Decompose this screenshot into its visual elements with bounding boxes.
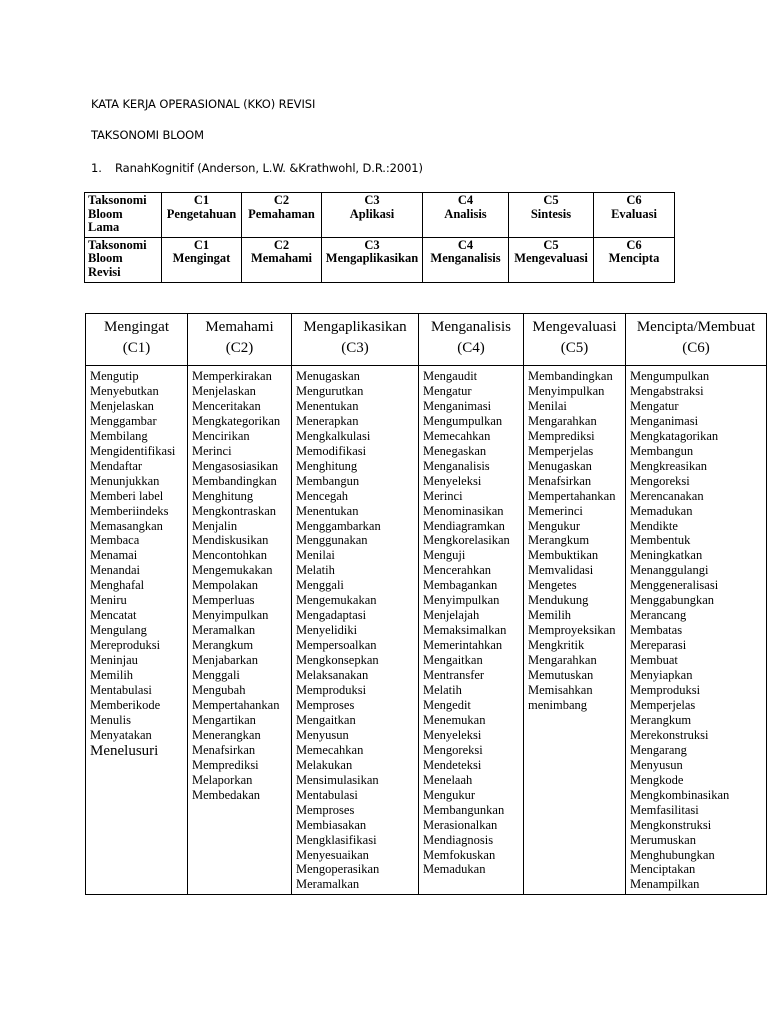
verb-item: Menggambar (90, 413, 157, 428)
verb-item: Mengidentifikasi (90, 443, 176, 458)
operational-verbs-table (85, 313, 767, 895)
taxonomy-cell (423, 237, 509, 282)
verb-item: Mendaftar (90, 458, 143, 473)
verb-item: Mengkategorikan (192, 413, 281, 428)
verb-item: Menjelaskan (90, 398, 154, 413)
verb-item: Mengartikan (192, 712, 256, 727)
taxonomy-cell (162, 193, 242, 238)
verb-item: Menominasikan (423, 503, 504, 518)
verb-item: Mengatur (630, 398, 679, 413)
column-header (419, 314, 524, 366)
verb-item: Memproses (296, 802, 355, 817)
verb-item: Mengklasifikasi (296, 832, 377, 847)
taxonomy-cell (509, 237, 594, 282)
taxonomy-cell (594, 237, 675, 282)
verb-item: Merangkum (192, 638, 254, 653)
verb-item: Membandingkan (192, 473, 277, 488)
verb-item: Mengkorelasikan (423, 533, 510, 548)
verb-item: Menganalisis (423, 458, 490, 473)
column-code: (C4) (457, 340, 485, 356)
verb-item: Menemukan (423, 712, 486, 727)
level-name: Analisis (444, 206, 487, 221)
verb-item: Mengedit (423, 697, 471, 712)
verb-item: Membedakan (192, 787, 261, 802)
verb-list (292, 366, 419, 895)
column-code: (C3) (341, 340, 369, 356)
verb-item: Memperjelas (528, 443, 594, 458)
section-text: RanahKognitif (Anderson, L.W. &Krathwohl, D.R.:2001) (115, 161, 423, 175)
level-code: C6 (626, 193, 642, 207)
verb-item: Memerinci (528, 503, 583, 518)
verb-item: Menjelajah (423, 608, 480, 623)
verb-item: Memodifikasi (296, 443, 367, 458)
verb-item: Menegaskan (423, 443, 487, 458)
verb-item: Mendukung (528, 593, 589, 608)
verb-item: Mendiagnosis (423, 832, 494, 847)
level-code: C1 (193, 193, 210, 207)
level-code: C5 (543, 193, 559, 207)
row-label-line: Bloom (88, 206, 123, 221)
verb-item: Menganimasi (423, 398, 492, 413)
verb-item: Melatih (296, 563, 335, 578)
verb-item: Memisahkan (528, 683, 593, 698)
verb-item: Menilai (528, 398, 567, 413)
taxonomy-cell (423, 193, 509, 238)
verb-item: Menggabungkan (630, 593, 715, 608)
verb-item: Mendiskusikan (192, 533, 269, 548)
verb-item: Mempertahankan (192, 697, 280, 712)
verb-item: Mengukur (423, 787, 476, 802)
verb-item: Memberi label (90, 488, 164, 503)
column-code: (C6) (682, 340, 710, 356)
verb-item: Memvalidasi (528, 563, 594, 578)
verb-item: Mengkatagorikan (630, 428, 719, 443)
verb-list (86, 366, 188, 895)
row-label-line: Taksonomi (88, 193, 147, 207)
verb-item: Memberikode (90, 697, 161, 712)
verb-item: Mengaitkan (296, 712, 356, 727)
verb-item: Mengkombinasikan (630, 787, 730, 802)
verb-item: Mengasosiasikan (192, 458, 279, 473)
level-code: C2 (273, 237, 290, 252)
verb-item: Memproyeksikan (528, 623, 616, 638)
verb-item: Menafsirkan (528, 473, 592, 488)
section-heading (91, 161, 423, 175)
verb-list (419, 366, 524, 895)
level-code: C3 (364, 237, 380, 252)
verb-item: Memfokuskan (423, 847, 496, 862)
verb-item: Menampilkan (630, 877, 700, 892)
verb-item: Menyimpulkan (192, 608, 269, 623)
verb-item: Mempertahankan (528, 488, 616, 503)
verb-item: Memberiindeks (90, 503, 169, 518)
level-name: Mengaplikasikan (325, 251, 419, 265)
verb-item: Menceritakan (192, 398, 261, 413)
verb-item: Merumuskan (630, 832, 696, 847)
verb-item: Melaporkan (192, 772, 253, 787)
verb-item: Menerapkan (296, 413, 359, 428)
verb-item: Menyusun (296, 727, 349, 742)
verb-item: Memprediksi (528, 428, 595, 443)
verb-item: Menandai (90, 563, 140, 578)
verb-item: Menyimpulkan (528, 383, 605, 398)
verb-item: Menugaskan (528, 458, 592, 473)
verb-item: Mencirikan (192, 428, 250, 443)
taxonomy-cell (509, 193, 594, 238)
level-code: C2 (273, 193, 290, 207)
verb-item: Mengemukakan (192, 563, 273, 578)
verb-item: Menguji (423, 548, 466, 563)
verb-item: Membilang (90, 428, 148, 443)
verb-item: Menyesuaikan (296, 847, 369, 862)
verb-item: Mencontohkan (192, 548, 267, 563)
verb-item: Memprediksi (192, 757, 259, 772)
verb-item: Mengkreasikan (630, 458, 708, 473)
level-name: Memahami (250, 251, 313, 265)
row-label-line: Bloom (88, 251, 123, 265)
verb-item: Meningkatkan (630, 548, 703, 563)
level-name: Aplikasi (349, 206, 395, 221)
verb-item: Mengumpulkan (630, 369, 710, 383)
verb-item: Membandingkan (528, 369, 613, 383)
level-name: Pengetahuan (166, 206, 237, 221)
verb-list (626, 366, 767, 895)
verb-item: Menggali (296, 578, 344, 593)
verb-item: Membagankan (423, 578, 498, 593)
verb-item: Mencerahkan (423, 563, 492, 578)
verb-item: Menafsirkan (192, 742, 256, 757)
verb-item: Merangkum (630, 712, 692, 727)
verb-item: Menelusuri (90, 742, 159, 759)
verb-item: Menyatakan (90, 727, 152, 742)
document-title: KATA KERJA OPERASIONAL (KKO) REVISI (91, 97, 316, 111)
verb-item: Memfasilitasi (630, 802, 699, 817)
level-code: C6 (626, 237, 642, 252)
verb-item: Mengaitkan (423, 653, 483, 668)
verb-item: Menamai (90, 548, 138, 563)
verb-item: Mereparasi (630, 638, 687, 653)
verb-item: Mentransfer (423, 668, 485, 683)
verb-item: Mengkonsepkan (296, 653, 379, 668)
verb-item: Menentukan (296, 398, 359, 413)
section-number: 1. (91, 161, 102, 175)
verb-item: Mengetes (528, 578, 577, 593)
verb-item: Menghubungkan (630, 847, 715, 862)
level-code: C3 (364, 193, 380, 207)
verb-item: Membangun (630, 443, 694, 458)
taxonomy-cell (322, 237, 423, 282)
verb-item: Mereproduksi (90, 638, 161, 653)
level-name: Mengevaluasi (514, 251, 588, 265)
verb-item: Menyebutkan (90, 383, 159, 398)
verb-item: Mentabulasi (296, 787, 358, 802)
verb-item: Merinci (192, 443, 232, 458)
verb-item: Mengkonstruksi (630, 817, 712, 832)
taxonomy-row (85, 193, 675, 238)
column-header (292, 314, 419, 366)
verb-item: Melaksanakan (296, 668, 369, 683)
verb-item: Memaksimalkan (423, 623, 507, 638)
verb-item: Membangunkan (423, 802, 505, 817)
verb-item: Meninjau (90, 653, 138, 668)
verb-item: Menentukan (296, 503, 359, 518)
level-name: Menganalisis (430, 251, 501, 265)
verb-item: menimbang (528, 697, 588, 712)
taxonomy-comparison-table (84, 192, 675, 283)
verb-item: Menulis (90, 712, 131, 727)
verb-item: Mengkalkulasi (296, 428, 371, 443)
column-title: Mengevaluasi (532, 319, 617, 335)
level-name: Sintesis (530, 206, 572, 221)
verb-item: Menyeleksi (423, 727, 482, 742)
verb-item: Menggambarkan (296, 518, 381, 533)
level-code: C4 (457, 237, 474, 252)
verb-item: Mengarahkan (528, 413, 597, 428)
document-subtitle: TAKSONOMI BLOOM (91, 128, 204, 142)
verb-item: Memecahkan (296, 742, 364, 757)
verb-item: Menciptakan (630, 862, 696, 877)
row-label-line: Taksonomi (88, 237, 147, 252)
verb-item: Membentuk (630, 533, 691, 548)
verb-item: Melatih (423, 683, 462, 698)
verb-item: Membangun (296, 473, 360, 488)
column-title: Mengaplikasikan (303, 319, 407, 335)
column-header (626, 314, 767, 366)
verb-item: Menyimpulkan (423, 593, 500, 608)
verb-item: Menyusun (630, 757, 683, 772)
verb-item: Memadukan (423, 862, 486, 877)
verb-item: Memproduksi (630, 683, 701, 698)
level-code: C4 (457, 193, 474, 207)
verb-item: Merencanakan (630, 488, 704, 503)
verb-item: Memperjelas (630, 697, 696, 712)
verb-item: Mendeteksi (423, 757, 482, 772)
column-header (188, 314, 292, 366)
column-code: (C2) (225, 340, 254, 356)
verb-item: Mencatat (90, 608, 137, 623)
verb-item: Menyelidiki (296, 623, 358, 638)
verb-item: Mengadaptasi (296, 608, 367, 623)
verb-item: Membaca (90, 533, 140, 548)
taxonomy-cell (242, 193, 322, 238)
verb-item: Menggeneralisasi (630, 578, 719, 593)
level-name: Mengingat (172, 251, 231, 265)
verb-item: Merekonstruksi (630, 727, 709, 742)
column-title: Mengingat (104, 319, 169, 335)
verb-item: Menilai (296, 548, 335, 563)
verb-item: Menelaah (423, 772, 473, 787)
verb-item: Membuat (630, 653, 678, 668)
verb-item: Menugaskan (296, 369, 360, 383)
verb-item: Mengoperasikan (296, 862, 380, 877)
verb-item: Menjalin (192, 518, 238, 533)
verb-item: Membiasakan (296, 817, 367, 832)
verb-item: Memilih (528, 608, 572, 623)
taxonomy-row-label (85, 193, 162, 238)
verb-item: Mengarang (630, 742, 687, 757)
taxonomy-cell (162, 237, 242, 282)
verb-item: Mengkritik (528, 638, 585, 653)
verb-item: Menjabarkan (192, 653, 258, 668)
verb-list (524, 366, 626, 895)
verb-item: Mengaudit (423, 369, 478, 383)
row-label-line: Lama (88, 220, 120, 234)
verb-item: Mentabulasi (90, 683, 152, 698)
verb-item: Menunjukkan (90, 473, 160, 488)
verb-item: Merangkum (528, 533, 590, 548)
verb-item: Mengurutkan (296, 383, 364, 398)
verb-item: Mengutip (90, 369, 139, 383)
verb-item: Merinci (423, 488, 463, 503)
verb-item: Membuktikan (528, 548, 599, 563)
taxonomy-row-label (85, 237, 162, 282)
verb-item: Mendiagramkan (423, 518, 505, 533)
level-name: Mencipta (608, 251, 660, 265)
verb-item: Menanggulangi (630, 563, 709, 578)
verb-item: Memilih (90, 668, 134, 683)
verb-item: Mengatur (423, 383, 472, 398)
verb-item: Mengoreksi (630, 473, 690, 488)
verb-item: Memutuskan (528, 668, 594, 683)
verb-item: Mengubah (192, 683, 246, 698)
level-code: C1 (193, 237, 210, 252)
verb-item: Mengukur (528, 518, 581, 533)
verb-item: Mengoreksi (423, 742, 483, 757)
verb-item: Menganimasi (630, 413, 699, 428)
verb-item: Menghafal (90, 578, 145, 593)
verb-item: Mengemukakan (296, 593, 377, 608)
verb-item: Memasangkan (90, 518, 163, 533)
taxonomy-cell (242, 237, 322, 282)
verb-item: Meniru (90, 593, 127, 608)
verb-item: Menerangkan (192, 727, 261, 742)
verb-item: Meramalkan (296, 877, 360, 892)
verb-item: Menyeleksi (423, 473, 482, 488)
verb-item: Mempersoalkan (296, 638, 377, 653)
verb-item: Merancang (630, 608, 687, 623)
verb-item: Mensimulasikan (296, 772, 379, 787)
verb-item: Menghitung (296, 458, 358, 473)
taxonomy-row (85, 237, 675, 282)
verb-item: Memperluas (192, 593, 255, 608)
verb-item: Mempolakan (192, 578, 258, 593)
verb-item: Mengarahkan (528, 653, 597, 668)
verb-item: Memecahkan (423, 428, 491, 443)
verb-item: Membatas (630, 623, 683, 638)
taxonomy-cell (594, 193, 675, 238)
column-code: (C5) (560, 340, 589, 356)
column-title: Menganalisis (431, 319, 511, 335)
verb-item: Mendikte (630, 518, 678, 533)
row-label-line: Revisi (88, 264, 121, 279)
level-code: C5 (543, 237, 559, 252)
verb-item: Menggali (192, 668, 240, 683)
verb-item: Memproses (296, 697, 355, 712)
verb-item: Mengabstraksi (630, 383, 704, 398)
taxonomy-cell (322, 193, 423, 238)
column-header (86, 314, 188, 366)
verb-item: Memproduksi (296, 683, 367, 698)
verb-item: Merasionalkan (423, 817, 498, 832)
verb-item: Meramalkan (192, 623, 256, 638)
verb-item: Mengulang (90, 623, 147, 638)
level-name: Evaluasi (611, 206, 657, 221)
column-header (524, 314, 626, 366)
verb-item: Memerintahkan (423, 638, 503, 653)
verb-item: Melakukan (296, 757, 353, 772)
verb-item: Mengkontraskan (192, 503, 277, 518)
verb-item: Menjelaskan (192, 383, 256, 398)
verb-item: Menggunakan (296, 533, 368, 548)
verb-item: Mengumpulkan (423, 413, 503, 428)
column-title: Memahami (205, 319, 274, 335)
verb-item: Menghitung (192, 488, 254, 503)
column-code: (C1) (122, 340, 151, 356)
column-title: Mencipta/Membuat (636, 319, 756, 335)
verb-list (188, 366, 292, 895)
verb-item: Memadukan (630, 503, 693, 518)
verb-item: Menyiapkan (630, 668, 693, 683)
verb-item: Mengkode (630, 772, 684, 787)
verb-item: Memperkirakan (192, 369, 272, 383)
verb-item: Mencegah (296, 488, 349, 503)
level-name: Pemahaman (248, 206, 315, 221)
